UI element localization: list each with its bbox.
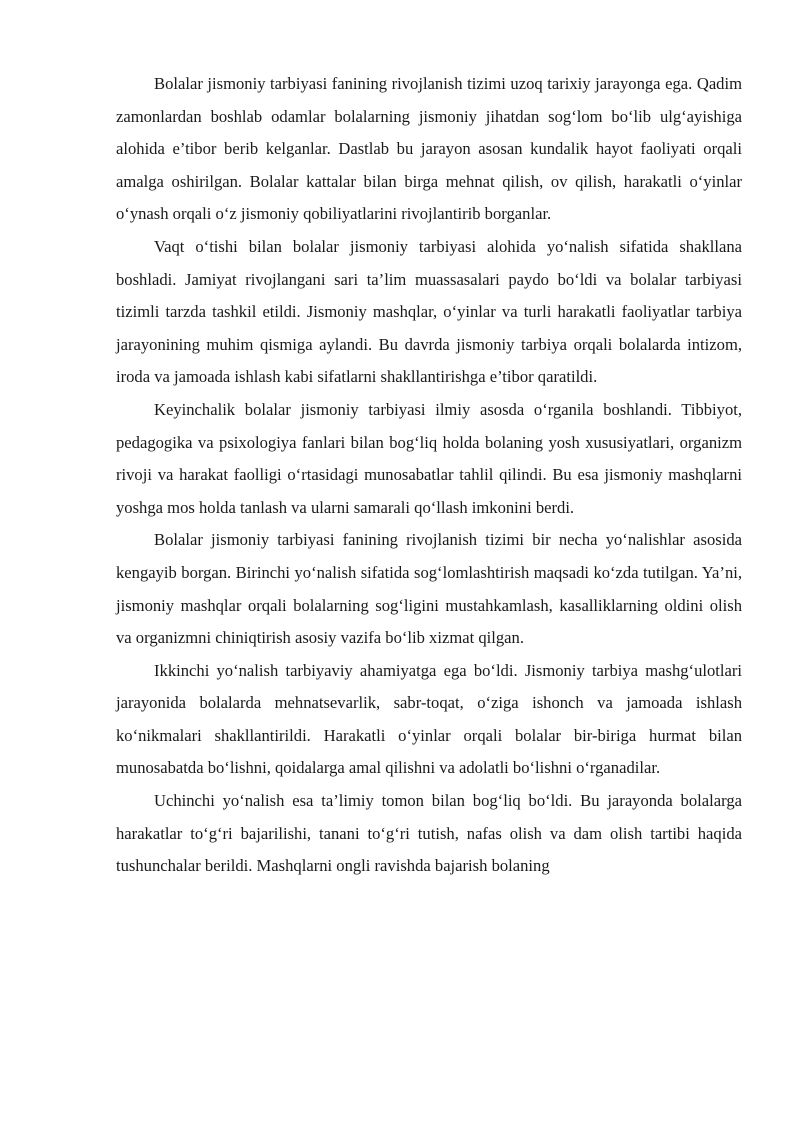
paragraph-3: Keyinchalik bolalar jismoniy tarbiyasi ilmiy asosda o‘rganila boshlandi. Tibbiyot, pedagogika va psixologiya fanlari bilan bog‘liq holda bolaning yosh xususiyatlari, organizm rivoji va harakat faolligi o‘rtasidagi munosabatlar tahlil qilindi. Bu esa jismoniy mashqlarni yoshga mos holda tanlash va ularni samarali qo‘llash imkonini berdi. [116,399,742,517]
document-body [116,68,742,883]
paragraph-6: Uchinchi yo‘nalish esa ta’limiy tomon bilan bog‘liq bo‘ldi. Bu jarayonda bolalarga harakatlar to‘g‘ri bajarilishi, tanani to‘g‘ri tutish, nafas olish va dam olish tartibi haqida tushunchalar berildi. Mashqlarni ongli ravishda bajarish bolaning [116,791,742,876]
paragraph-2: Vaqt o‘tishi bilan bolalar jismoniy tarbiyasi alohida yo‘nalish sifatida shakllana boshladi. Jamiyat rivojlangani sari ta’lim muassasalari paydo bo‘ldi va bolalar tarbiyasi tizimli tarzda tashkil etildi. Jismoniy mashqlar, o‘yinlar va turli harakatli faoliyatlar tarbiya jarayonining muhim qismiga aylandi. Bu davrda jismoniy tarbiya orqali bolalarda intizom, iroda va jamoada ishlash kabi sifatlarni shakllantirishga e’tibor qaratildi. [116,236,742,387]
paragraph-5: Ikkinchi yo‘nalish tarbiyaviy ahamiyatga ega bo‘ldi. Jismoniy tarbiya mashg‘ulotlari jarayonida bolalarda mehnatsevarlik, sabr-toqat, o‘ziga ishonch va jamoada ishlash ko‘nikmalari shakllantirildi. Harakatli o‘yinlar orqali bolalar bir-biriga hurmat bilan munosabatda bo‘lishni, qoidalarga amal qilishni va adolatli bo‘lishni o‘rganadilar. [116,660,742,778]
paragraph-4: Bolalar jismoniy tarbiyasi fanining rivojlanish tizimi bir necha yo‘nalishlar asosida kengayib borgan. Birinchi yo‘nalish sifatida sog‘lomlashtirish maqsadi ko‘zda tutilgan. Ya’ni, jismoniy mashqlar orqali bolalarning sog‘ligini mustahkamlash, kasalliklarning oldini olish va organizmni chiniqtirish asosiy vazifa bo‘lib xizmat qilgan. [116,530,742,648]
paragraph-1: Bolalar jismoniy tarbiyasi fanining rivojlanish tizimi uzoq tarixiy jarayonga ega. Qadim zamonlardan boshlab odamlar bolalarning jismoniy jihatdan sog‘lom bo‘lib ulg‘ayishiga alohida e’tibor berib kelganlar. Dastlab bu jarayon asosan kundalik hayot faoliyati orqali amalga oshirilgan. Bolalar kattalar bilan birga mehnat qilish, ov qilish, harakatli o‘yinlar o‘ynash orqali o‘z jismoniy qobiliyatlarini rivojlantirib borganlar. [116,74,742,224]
